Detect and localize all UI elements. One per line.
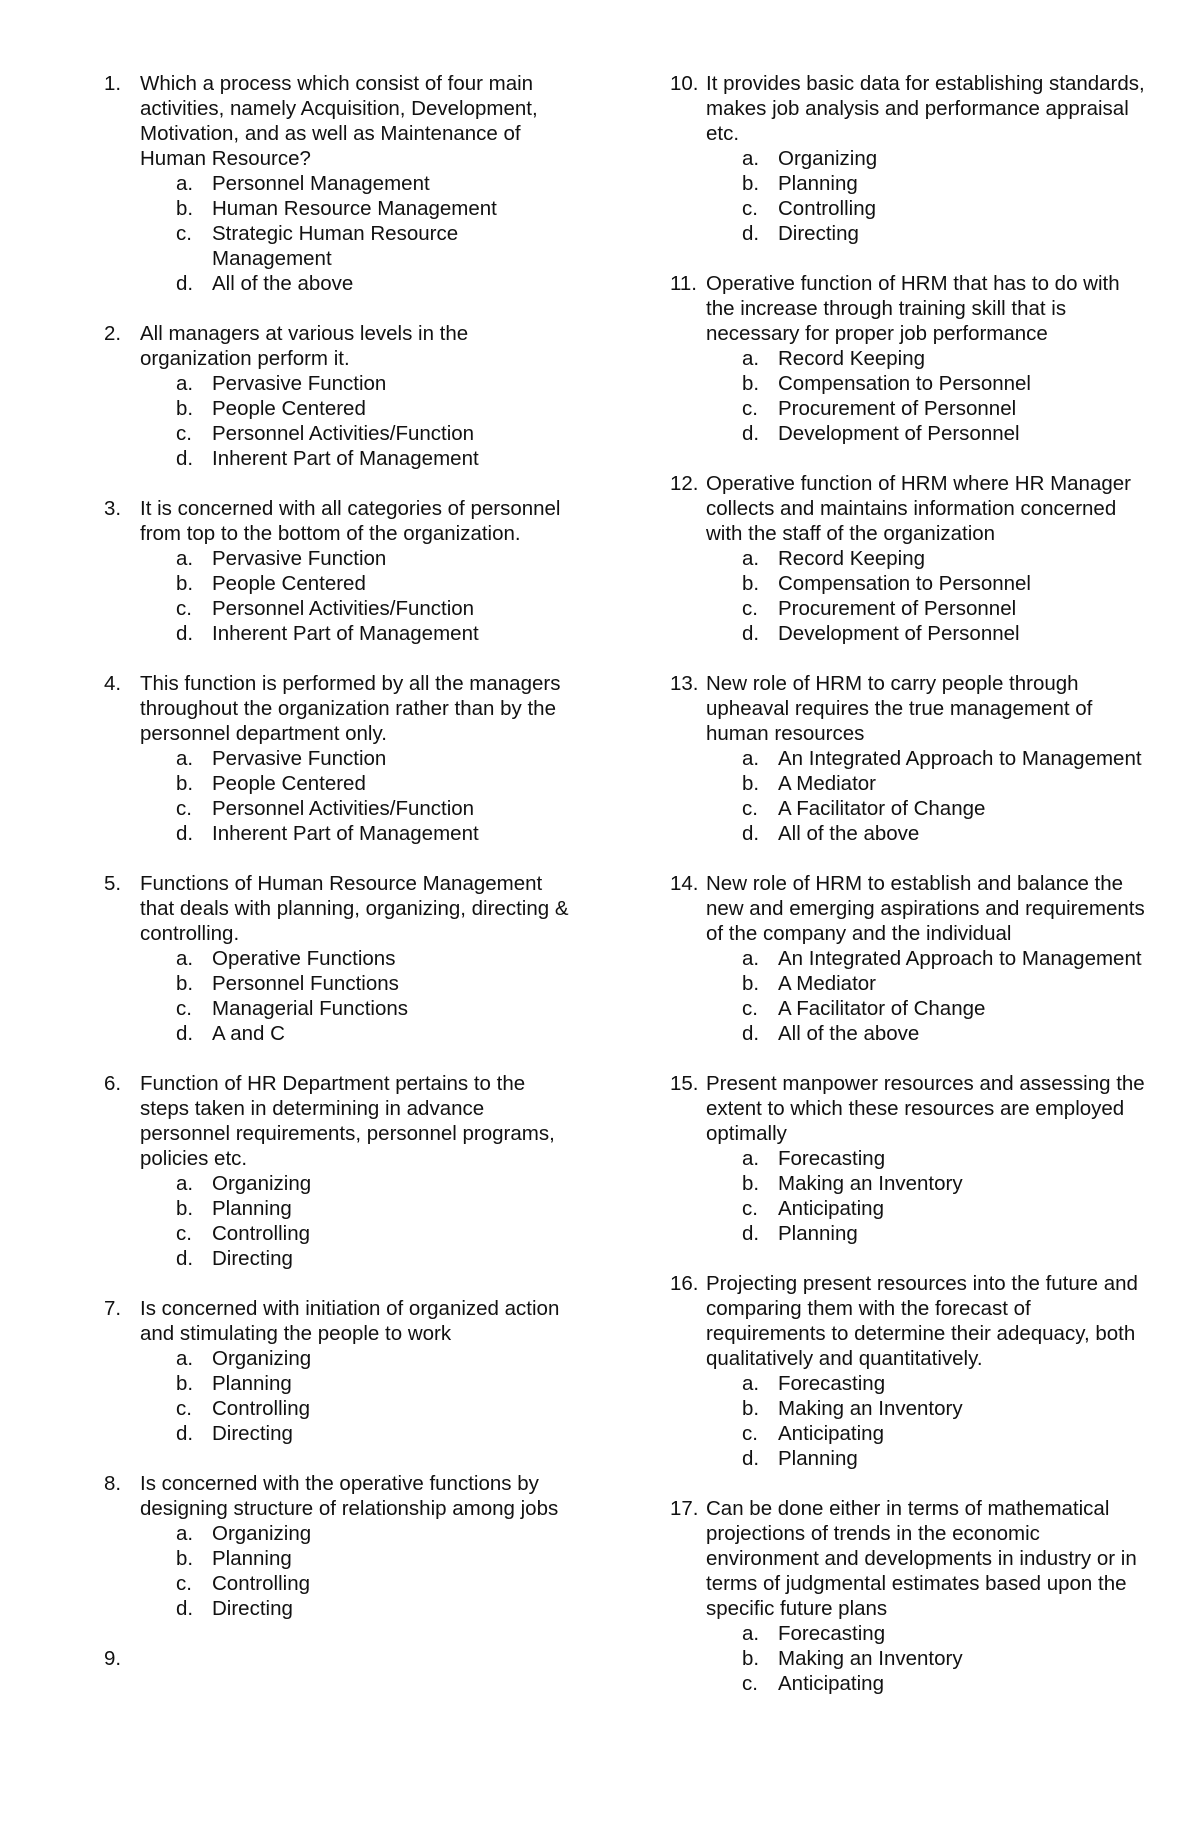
answer-option (176, 371, 579, 396)
question-item (670, 1496, 1145, 1696)
question-item (104, 871, 579, 1046)
option-text: Making an Inventory (778, 1647, 963, 1670)
answer-options (706, 1621, 1145, 1696)
option-text: Record Keeping (778, 347, 926, 370)
question-item (104, 671, 579, 846)
option-text: Anticipating (778, 1672, 884, 1695)
question-number: 6. (104, 1072, 122, 1095)
question-text: Projecting present resources into the future and comparing them with the forecast of requirements to determine their adequacy, both qualitatively and quantitatively. (706, 1272, 1138, 1370)
question-item (104, 1296, 579, 1446)
option-letter: b. (176, 1547, 194, 1570)
option-text: Directing (778, 222, 859, 245)
option-text: Controlling (212, 1397, 310, 1420)
answer-option (742, 1171, 1145, 1196)
option-text: Inherent Part of Management (212, 822, 479, 845)
answer-option (176, 821, 579, 846)
option-text: Compensation to Personnel (778, 372, 1031, 395)
question-number: 3. (104, 497, 122, 520)
answer-option (176, 996, 579, 1021)
option-letter: a. (742, 1622, 760, 1645)
question-item (670, 1271, 1145, 1471)
question-number: 11. (670, 272, 697, 295)
answer-option (176, 596, 579, 621)
option-text: Managerial Functions (212, 997, 408, 1020)
option-text: Procurement of Personnel (778, 397, 1017, 420)
question-text: It is concerned with all categories of personnel from top to the bottom of the organization. (140, 497, 561, 545)
answer-option (742, 571, 1145, 596)
option-text: A Facilitator of Change (778, 997, 986, 1020)
option-letter: a. (742, 1372, 760, 1395)
option-text: All of the above (212, 272, 354, 295)
question-text: New role of HRM to establish and balance the new and emerging aspirations and requirements of the company and the individual (706, 872, 1145, 945)
option-letter: a. (176, 947, 194, 970)
answer-option (176, 1246, 579, 1271)
option-text: Development of Personnel (778, 622, 1020, 645)
answer-option (176, 796, 579, 821)
option-text: Personnel Functions (212, 972, 399, 995)
question-item (104, 71, 579, 296)
answer-option (742, 996, 1145, 1021)
answer-option (176, 1521, 579, 1546)
option-text: A and C (212, 1022, 285, 1045)
answer-option (742, 1621, 1145, 1646)
option-letter: a. (176, 172, 194, 195)
option-letter: c. (742, 397, 758, 420)
question-text: It provides basic data for establishing standards, makes job analysis and performance appraisal etc. (706, 72, 1145, 145)
option-letter: b. (742, 572, 760, 595)
question-text (140, 1646, 579, 1671)
answer-option (176, 771, 579, 796)
question-text: Operative function of HRM where HR Manager collects and maintains information concerned with the staff of the organization (706, 472, 1131, 545)
option-text: Personnel Activities/Function (212, 597, 475, 620)
option-letter: b. (742, 1172, 760, 1195)
option-text: A Mediator (778, 972, 876, 995)
answer-option (742, 621, 1145, 646)
question-number: 10. (670, 72, 699, 95)
option-letter: a. (176, 1522, 194, 1545)
question-number: 7. (104, 1297, 122, 1320)
answer-option (176, 171, 579, 196)
answer-option (176, 1196, 579, 1221)
question-text: Is concerned with initiation of organized action and stimulating the people to work (140, 1297, 560, 1345)
answer-option (742, 346, 1145, 371)
question-item (670, 71, 1145, 246)
option-text: Directing (212, 1597, 293, 1620)
option-letter: d. (742, 1022, 760, 1045)
option-letter: a. (176, 547, 194, 570)
answer-option (742, 596, 1145, 621)
option-letter: c. (742, 597, 758, 620)
question-number: 1. (104, 72, 122, 95)
question-item (670, 271, 1145, 446)
option-letter: d. (176, 1597, 194, 1620)
option-letter: b. (742, 772, 760, 795)
answer-option (176, 446, 579, 471)
option-text: Personnel Activities/Function (212, 797, 475, 820)
option-letter: a. (742, 347, 760, 370)
answer-option (742, 1196, 1145, 1221)
option-text: Procurement of Personnel (778, 597, 1017, 620)
answer-option (176, 971, 579, 996)
option-letter: b. (176, 772, 194, 795)
option-letter: d. (176, 272, 194, 295)
answer-option (742, 1421, 1145, 1446)
question-number: 8. (104, 1472, 122, 1495)
option-letter: a. (176, 372, 194, 395)
option-text: Anticipating (778, 1422, 884, 1445)
option-letter: a. (742, 547, 760, 570)
option-text: All of the above (778, 1022, 920, 1045)
answer-option (742, 1371, 1145, 1396)
option-letter: c. (176, 422, 192, 445)
option-letter: b. (176, 1372, 194, 1395)
option-letter: c. (742, 1422, 758, 1445)
answer-option (176, 1171, 579, 1196)
option-letter: d. (176, 1022, 194, 1045)
option-text: Organizing (778, 147, 878, 170)
option-text: Operative Functions (212, 947, 396, 970)
answer-option (176, 1571, 579, 1596)
option-letter: c. (742, 997, 758, 1020)
option-letter: a. (742, 147, 760, 170)
answer-options (140, 1521, 579, 1621)
answer-option (176, 396, 579, 421)
question-text: Can be done either in terms of mathematical projections of trends in the economic environment and developments in industry or in terms of judgmental estimates based upon the specific future plans (706, 1497, 1137, 1620)
option-text: An Integrated Approach to Management (778, 947, 1142, 970)
right-question-column (670, 71, 1145, 1721)
answer-option (742, 1221, 1145, 1246)
answer-option (742, 196, 1145, 221)
answer-options (140, 746, 579, 846)
question-item (104, 496, 579, 646)
answer-option (176, 1421, 579, 1446)
option-text: Controlling (212, 1222, 310, 1245)
question-text: Operative function of HRM that has to do with the increase through training skill that is necessary for proper job performance (706, 272, 1120, 345)
option-letter: a. (176, 1347, 194, 1370)
option-letter: c. (742, 197, 758, 220)
option-letter: c. (176, 1222, 192, 1245)
answer-options (140, 371, 579, 471)
answer-option (176, 271, 579, 296)
answer-option (176, 746, 579, 771)
option-text: Controlling (778, 197, 876, 220)
option-text: Inherent Part of Management (212, 447, 479, 470)
answer-option (742, 371, 1145, 396)
option-text: Record Keeping (778, 547, 926, 570)
answer-option (176, 571, 579, 596)
option-text: A Facilitator of Change (778, 797, 986, 820)
answer-option (176, 196, 579, 221)
option-text: Personnel Management (212, 172, 430, 195)
answer-option (742, 971, 1145, 996)
option-text: Organizing (212, 1522, 312, 1545)
question-text: This function is performed by all the managers throughout the organization rather than by the personnel department only. (140, 672, 561, 745)
answer-options (706, 1371, 1145, 1471)
answer-option (176, 421, 579, 446)
option-text: Pervasive Function (212, 547, 387, 570)
option-text: Making an Inventory (778, 1172, 963, 1195)
answer-option (742, 1646, 1145, 1671)
question-number: 15. (670, 1072, 699, 1095)
option-letter: b. (742, 172, 760, 195)
option-letter: d. (176, 447, 194, 470)
option-letter: a. (742, 747, 760, 770)
question-item (104, 1646, 579, 1671)
answer-option (176, 1346, 579, 1371)
question-text: All managers at various levels in the organization perform it. (140, 322, 469, 370)
question-number: 2. (104, 322, 122, 345)
answer-option (742, 1671, 1145, 1696)
answer-option (176, 1371, 579, 1396)
option-letter: c. (742, 1197, 758, 1220)
option-letter: c. (742, 1672, 758, 1695)
answer-option (176, 1596, 579, 1621)
question-number: 13. (670, 672, 699, 695)
option-letter: d. (176, 822, 194, 845)
answer-options (706, 146, 1145, 246)
question-number: 4. (104, 672, 122, 695)
answer-option (742, 221, 1145, 246)
option-text: A Mediator (778, 772, 876, 795)
option-letter: d. (742, 1222, 760, 1245)
option-letter: c. (176, 1397, 192, 1420)
option-text: Forecasting (778, 1622, 886, 1645)
option-text: Organizing (212, 1347, 312, 1370)
option-text: Compensation to Personnel (778, 572, 1031, 595)
option-letter: a. (176, 1172, 194, 1195)
option-letter: b. (742, 372, 760, 395)
option-letter: c. (176, 1572, 192, 1595)
question-number: 16. (670, 1272, 699, 1295)
question-item (104, 1471, 579, 1621)
option-text: People Centered (212, 772, 366, 795)
answer-option (742, 771, 1145, 796)
option-text: People Centered (212, 397, 366, 420)
option-text: Planning (212, 1547, 292, 1570)
question-text: Functions of Human Resource Management that deals with planning, organizing, directing & controlling. (140, 872, 569, 945)
answer-option (176, 621, 579, 646)
question-text: Is concerned with the operative functions by designing structure of relationship among jobs (140, 1472, 559, 1520)
question-number: 12. (670, 472, 699, 495)
option-text: Planning (212, 1372, 292, 1395)
answer-option (742, 946, 1145, 971)
question-text: Present manpower resources and assessing the extent to which these resources are employed optimally (706, 1072, 1145, 1145)
option-text: Development of Personnel (778, 422, 1020, 445)
answer-options (140, 946, 579, 1046)
question-text: Function of HR Department pertains to the steps taken in determining in advance personnel requirements, personnel programs, policies etc. (140, 1072, 555, 1170)
option-text: Planning (778, 1447, 858, 1470)
answer-option (176, 546, 579, 571)
question-item (670, 1071, 1145, 1246)
option-letter: d. (176, 1247, 194, 1270)
option-text: Pervasive Function (212, 747, 387, 770)
question-item (104, 321, 579, 471)
question-number: 9. (104, 1647, 122, 1670)
option-letter: a. (742, 947, 760, 970)
answer-option (742, 396, 1145, 421)
question-item (104, 1071, 579, 1271)
answer-option (742, 171, 1145, 196)
answer-option (176, 1546, 579, 1571)
option-letter: d. (176, 622, 194, 645)
option-letter: b. (176, 572, 194, 595)
option-letter: c. (742, 797, 758, 820)
option-text: People Centered (212, 572, 366, 595)
option-letter: c. (176, 997, 192, 1020)
option-letter: b. (176, 397, 194, 420)
option-text: Making an Inventory (778, 1397, 963, 1420)
option-letter: d. (742, 222, 760, 245)
option-letter: c. (176, 597, 192, 620)
option-letter: c. (176, 222, 192, 245)
option-letter: d. (742, 622, 760, 645)
answer-options (706, 1146, 1145, 1246)
answer-options (706, 746, 1145, 846)
answer-option (176, 1021, 579, 1046)
answer-options (706, 946, 1145, 1046)
option-letter: b. (176, 197, 194, 220)
option-letter: d. (742, 1447, 760, 1470)
option-letter: d. (742, 422, 760, 445)
option-letter: a. (176, 747, 194, 770)
question-text: Which a process which consist of four main activities, namely Acquisition, Development, Motivation, and as well as Maintenance of Human Resource? (140, 72, 538, 170)
answer-options (706, 346, 1145, 446)
option-letter: d. (742, 822, 760, 845)
option-text: Forecasting (778, 1372, 886, 1395)
answer-option (176, 946, 579, 971)
option-letter: d. (176, 1422, 194, 1445)
question-number: 17. (670, 1497, 699, 1520)
option-text: All of the above (778, 822, 920, 845)
option-text: Inherent Part of Management (212, 622, 479, 645)
answer-options (140, 171, 579, 296)
answer-option (176, 1221, 579, 1246)
option-letter: b. (742, 1397, 760, 1420)
option-text: Forecasting (778, 1147, 886, 1170)
option-text: Planning (778, 172, 858, 195)
question-item (670, 871, 1145, 1046)
answer-option (742, 1396, 1145, 1421)
question-number: 14. (670, 872, 699, 895)
option-letter: b. (176, 1197, 194, 1220)
answer-option (742, 421, 1145, 446)
option-letter: a. (742, 1147, 760, 1170)
question-text: New role of HRM to carry people through upheaval requires the true management of human resources (706, 672, 1093, 745)
option-text: Personnel Activities/Function (212, 422, 475, 445)
answer-option (742, 546, 1145, 571)
answer-option (742, 1146, 1145, 1171)
answer-option (176, 1396, 579, 1421)
answer-options (140, 1346, 579, 1446)
option-text: Directing (212, 1422, 293, 1445)
answer-options (706, 546, 1145, 646)
question-number: 5. (104, 872, 122, 895)
option-text: Anticipating (778, 1197, 884, 1220)
question-item (670, 471, 1145, 646)
option-letter: c. (176, 797, 192, 820)
option-letter: b. (176, 972, 194, 995)
option-letter: b. (742, 972, 760, 995)
option-text: Directing (212, 1247, 293, 1270)
option-text: Organizing (212, 1172, 312, 1195)
option-text: Pervasive Function (212, 372, 387, 395)
answer-option (176, 221, 579, 271)
answer-option (742, 746, 1145, 771)
answer-option (742, 1021, 1145, 1046)
option-text: Human Resource Management (212, 197, 497, 220)
option-text: Strategic Human Resource Management (212, 222, 459, 270)
option-text: Controlling (212, 1572, 310, 1595)
option-text: An Integrated Approach to Management (778, 747, 1142, 770)
option-letter: b. (742, 1647, 760, 1670)
answer-option (742, 821, 1145, 846)
answer-option (742, 796, 1145, 821)
question-item (670, 671, 1145, 846)
answer-option (742, 146, 1145, 171)
answer-options (140, 546, 579, 646)
answer-options (140, 1171, 579, 1271)
left-question-column (104, 71, 579, 1696)
answer-option (742, 1446, 1145, 1471)
option-text: Planning (212, 1197, 292, 1220)
option-text: Planning (778, 1222, 858, 1245)
